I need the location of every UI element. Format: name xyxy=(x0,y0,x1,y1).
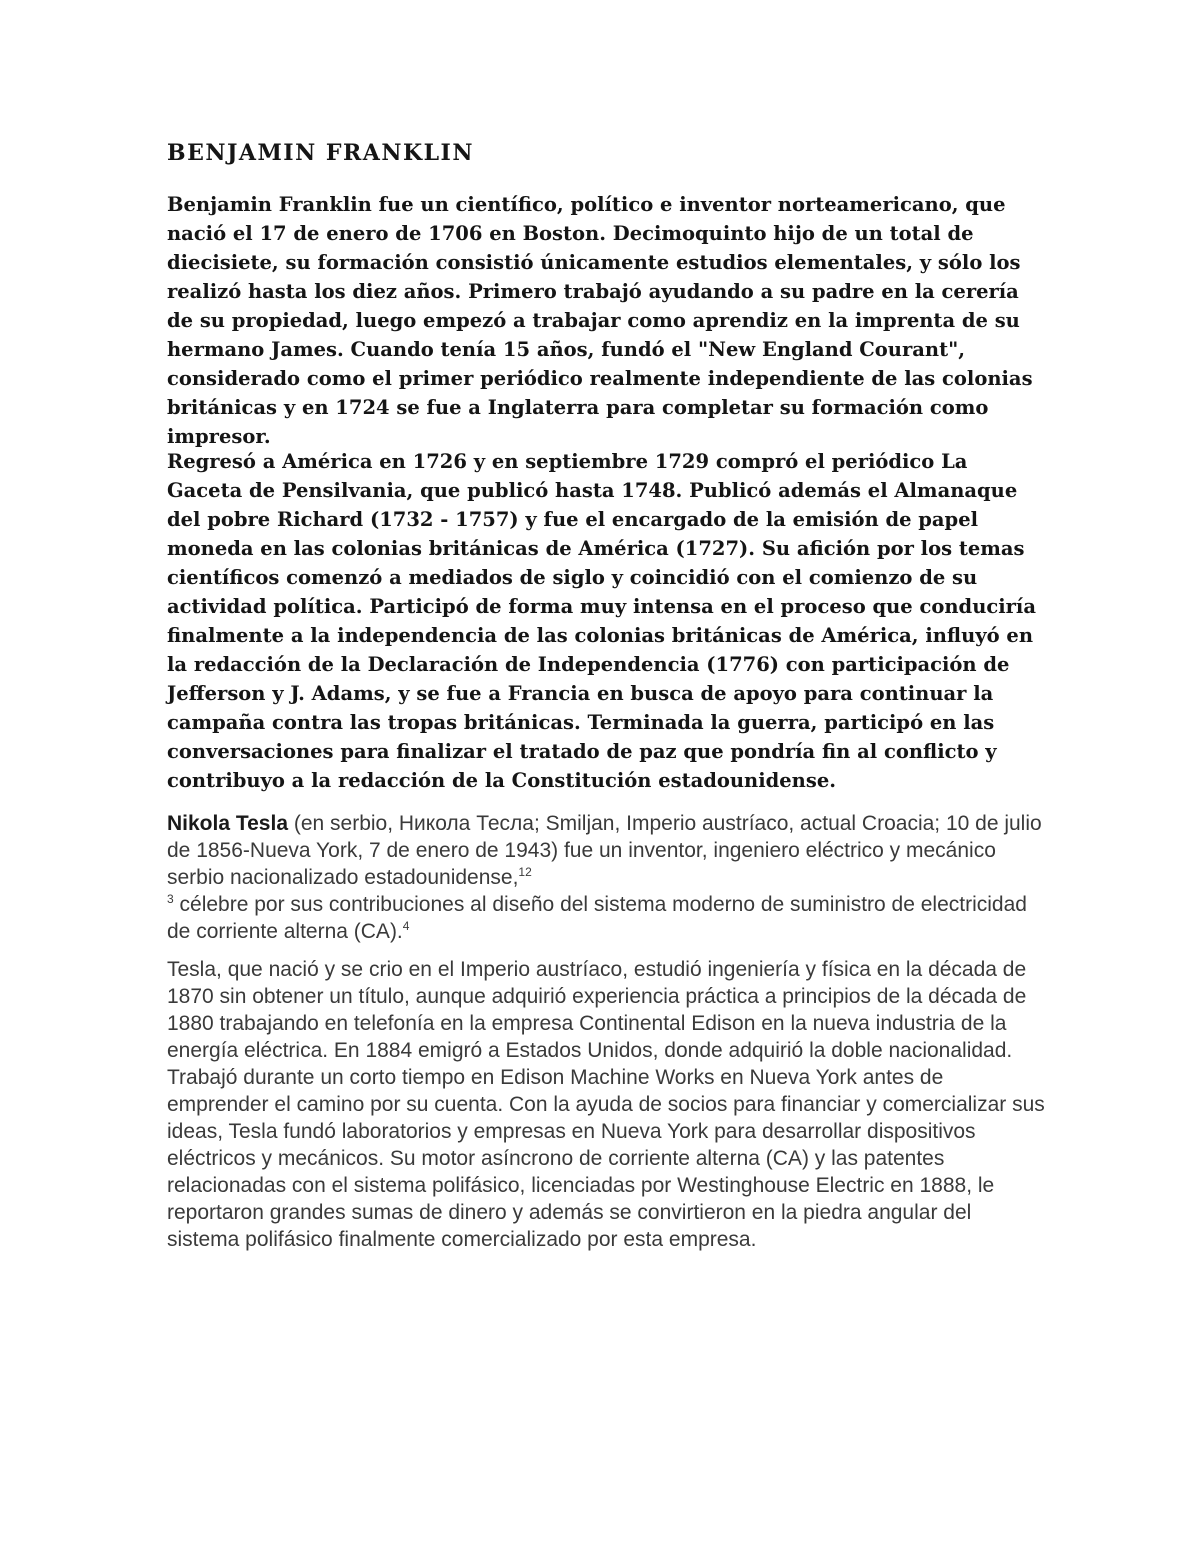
reference-3[interactable]: 3 xyxy=(167,892,174,906)
tesla-intro-text-a: (en serbio, Никола Тесла; Smiljan, Imperio austríaco, actual Croacia; 10 de julio de 1856-Nueva York, 7 de enero de 1943) fue un inventor, ingeniero eléctrico y mecánico serbio nacionalizado estadounidense, xyxy=(167,812,1042,889)
tesla-paragraph-2: Tesla, que nació y se crio en el Imperio austríaco, estudió ingeniería y física en la década de 1870 sin obtener un título, aunque adquirió experiencia práctica a principios de la década de 1880 trabajando en telefonía en la empresa Continental Edison en la nueva industria de la energía eléctrica. En 1884 emigró a Estados Unidos, donde adquirió la doble nacionalidad. Trabajó durante un corto tiempo en Edison Machine Works en Nueva York antes de emprender el camino por su cuenta. Con la ayuda de socios para financiar y comercializar sus ideas, Tesla fundó laboratorios y empresas en Nueva York para desarrollar dispositivos eléctricos y mecánicos. Su motor asíncrono de corriente alterna (CA) y las patentes relacionadas con el sistema polifásico, licenciadas por Westinghouse Electric en 1888, le reportaron grandes sumas de dinero y además se convirtieron en la piedra angular del sistema polifásico finalmente comercializado por esta empresa. xyxy=(167,958,1045,1251)
tesla-intro-paragraph xyxy=(167,810,1047,945)
reference-2[interactable]: 2 xyxy=(525,865,532,879)
document-title: BENJAMIN FRANKLIN xyxy=(167,140,474,166)
tesla-intro-text-b: célebre por sus contribuciones al diseño del sistema moderno de suministro de electricidad de corriente alterna (CA). xyxy=(167,893,1027,943)
reference-1[interactable]: 1 xyxy=(518,865,526,879)
reference-4[interactable]: 4 xyxy=(402,919,410,933)
tesla-name: Nikola Tesla xyxy=(167,812,288,835)
franklin-paragraph-2: Regresó a América en 1726 y en septiembre 1729 compró el periódico La Gaceta de Pensilvania, que publicó hasta 1748. Publicó además el Almanaque del pobre Richard (1732 - 1757) y fue el encargado de la emisión de papel moneda en las colonias británicas de América (1727). Su afición por los temas científicos comenzó a mediados de siglo y coincidió con el comienzo de su actividad política. Participó de forma muy intensa en el proceso que conduciría finalmente a la independencia de las colonias británicas de América, influyó en la redacción de la Declaración de Independencia (1776) con participación de Jefferson y J. Adams, y se fue a Francia en busca de apoyo para continuar la campaña contra las tropas británicas. Terminada la guerra, participó en las conversaciones para finalizar el tratado de paz que pondría fin al conflicto y contribuyo a la redacción de la Constitución estadounidense. xyxy=(167,450,1036,792)
franklin-paragraph-1: Benjamin Franklin fue un científico, político e inventor norteamericano, que nació el 17 de enero de 1706 en Boston. Decimoquinto hijo de un total de diecisiete, su formación consistió únicamente estudios elementales, y sólo los realizó hasta los diez años. Primero trabajó ayudando a su padre en la cerería de su propiedad, luego empezó a trabajar como aprendiz en la imprenta de su hermano James. Cuando tenía 15 años, fundó el "New England Courant", considerado como el primer periódico realmente independiente de las colonias británicas y en 1724 se fue a Inglaterra para completar su formación como impresor. xyxy=(167,193,1033,448)
